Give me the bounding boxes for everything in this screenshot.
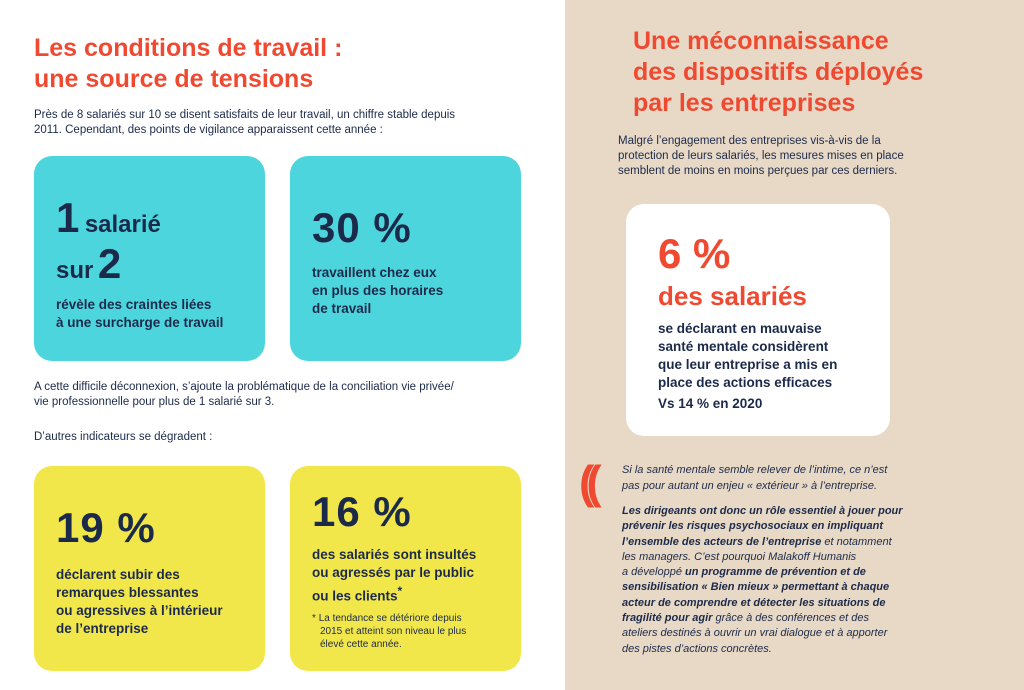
right-page: [565, 0, 1024, 690]
desc-line: ou agressives à l’intérieur: [56, 603, 223, 618]
bold-text: fragilité pour agir: [622, 612, 713, 625]
desc-line: se déclarant en mauvaise: [658, 321, 822, 336]
desc-line: en plus des horaires: [312, 283, 444, 298]
stat-subject: des salariés: [658, 281, 807, 311]
left-indicators-text: D’autres indicateurs se dégradent :: [34, 431, 213, 443]
desc-line: travaillent chez eux: [312, 265, 437, 280]
paragraph-line: [622, 535, 1017, 550]
bold-text: un programme de prévention et de: [685, 566, 866, 579]
desc-line: remarques blessantes: [56, 585, 199, 600]
left-title-line: une source de tensions: [34, 65, 314, 93]
note-line: élevé cette année.: [320, 639, 402, 650]
bold-text: l’ensemble des acteurs de l’entreprise: [622, 535, 822, 548]
footnote-asterisk: *: [397, 584, 403, 598]
stat-card-4-16-pct: [290, 466, 521, 671]
paragraph-line: [622, 611, 1017, 626]
middle-line: vie professionnelle pour plus de 1 salarié sur 3.: [34, 396, 275, 408]
quote-line: Si la santé mentale semble relever de l’intime, ce n’est: [622, 464, 888, 476]
intro-line: 2011. Cependant, des points de vigilance apparaissent cette année :: [34, 124, 383, 136]
desc-line: ou agressés par le public: [312, 565, 475, 580]
stat-description: [658, 320, 837, 392]
intro-line: Près de 8 salariés sur 10 se disent satisfaits de leur travail, un chiffre stable depuis: [34, 109, 456, 121]
stat-line-2: [56, 242, 122, 286]
stat-value: 6 %: [658, 230, 731, 277]
stat-description: [56, 296, 223, 332]
italic-text: a développé: [622, 566, 685, 579]
stat-value: 16 %: [312, 488, 412, 535]
desc-line: révèle des craintes liées: [56, 297, 212, 312]
italic-text: et notamment: [821, 535, 892, 548]
italic-text: grâce à des conférences et des: [712, 612, 870, 625]
paragraph-line: sensibilisation « Bien mieux » permettant à chaque: [622, 581, 890, 594]
desc-line: des salariés sont insultés: [312, 547, 477, 562]
desc-text: ou les clients: [312, 588, 398, 604]
desc-line: [312, 582, 476, 606]
stat-number: 2: [97, 240, 123, 287]
paragraph-line: [622, 565, 1017, 580]
stat-value: 30 %: [312, 204, 412, 251]
left-intro: [34, 108, 554, 138]
quote-line: pas pour autant un enjeu « extérieur » à l’entreprise.: [622, 479, 877, 492]
paragraph-line: Les dirigeants ont donc un rôle essentiel à jouer pour: [622, 505, 903, 517]
stat-description: [312, 264, 443, 318]
right-title-line: des dispositifs déployés: [633, 58, 924, 86]
stat-line-1: [56, 196, 161, 240]
left-title: [34, 33, 342, 95]
paragraph-line: acteur de comprendre et détecter les situations de: [622, 596, 886, 609]
stat-card-2-30-pct: [290, 156, 521, 361]
quote-mark-icon: ((: [579, 456, 594, 508]
stat-description: [312, 546, 476, 606]
stat-card-3-19-pct: [34, 466, 265, 671]
desc-line: que leur entreprise a mis en: [658, 357, 838, 372]
note-text: La tendance se détériore depuis: [318, 613, 462, 624]
intro-line: protection de leurs salariés, les mesures mises en place: [618, 150, 904, 162]
note-line: [312, 612, 466, 625]
right-title-line: par les entreprises: [633, 89, 856, 117]
note-line: 2015 et atteint son niveau le plus: [320, 626, 467, 637]
footnote-marker: *: [312, 613, 316, 624]
desc-line: déclarent subir des: [56, 567, 180, 582]
footnote: [312, 612, 466, 651]
right-intro: [618, 134, 988, 179]
quote-text: [622, 463, 1012, 494]
right-title: [633, 26, 923, 119]
desc-line: à une surcharge de travail: [56, 315, 224, 330]
desc-line: de travail: [312, 301, 372, 316]
intro-line: semblent de moins en moins perçues par ces derniers.: [618, 165, 898, 177]
desc-line: de l’entreprise: [56, 621, 149, 636]
left-middle-text: [34, 380, 559, 410]
stat-word: sur: [56, 257, 94, 284]
paragraph-line: prévenir les risques psychosociaux en impliquant: [622, 520, 884, 533]
quote-paragraph: [622, 504, 1017, 657]
stat-word: salarié: [84, 211, 161, 238]
right-title-line: Une méconnaissance: [633, 27, 889, 55]
desc-line: santé mentale considèrent: [658, 339, 829, 354]
stat-value: 19 %: [56, 504, 156, 551]
desc-line: place des actions efficaces: [658, 375, 833, 390]
intro-line: Malgré l’engagement des entreprises vis-à-vis de la: [618, 135, 881, 147]
paragraph-line: les managers. C’est pourquoi Malakoff Humanis: [622, 550, 857, 563]
paragraph-line: des pistes d’actions concrètes.: [622, 642, 772, 655]
left-title-line: Les conditions de travail :: [34, 34, 343, 62]
stat-card-1-salarie-sur-2: [34, 156, 265, 361]
middle-line: A cette difficile déconnexion, s’ajoute la problématique de la conciliation vie privée/: [34, 381, 454, 393]
stat-number: 1: [56, 194, 81, 241]
stat-comparison: Vs 14 % en 2020: [658, 396, 763, 411]
paragraph-line: ateliers destinés à ouvrir un vrai dialogue et à apporter: [622, 627, 888, 640]
stat-card-6-pct: [626, 204, 890, 436]
stat-description: [56, 566, 223, 638]
